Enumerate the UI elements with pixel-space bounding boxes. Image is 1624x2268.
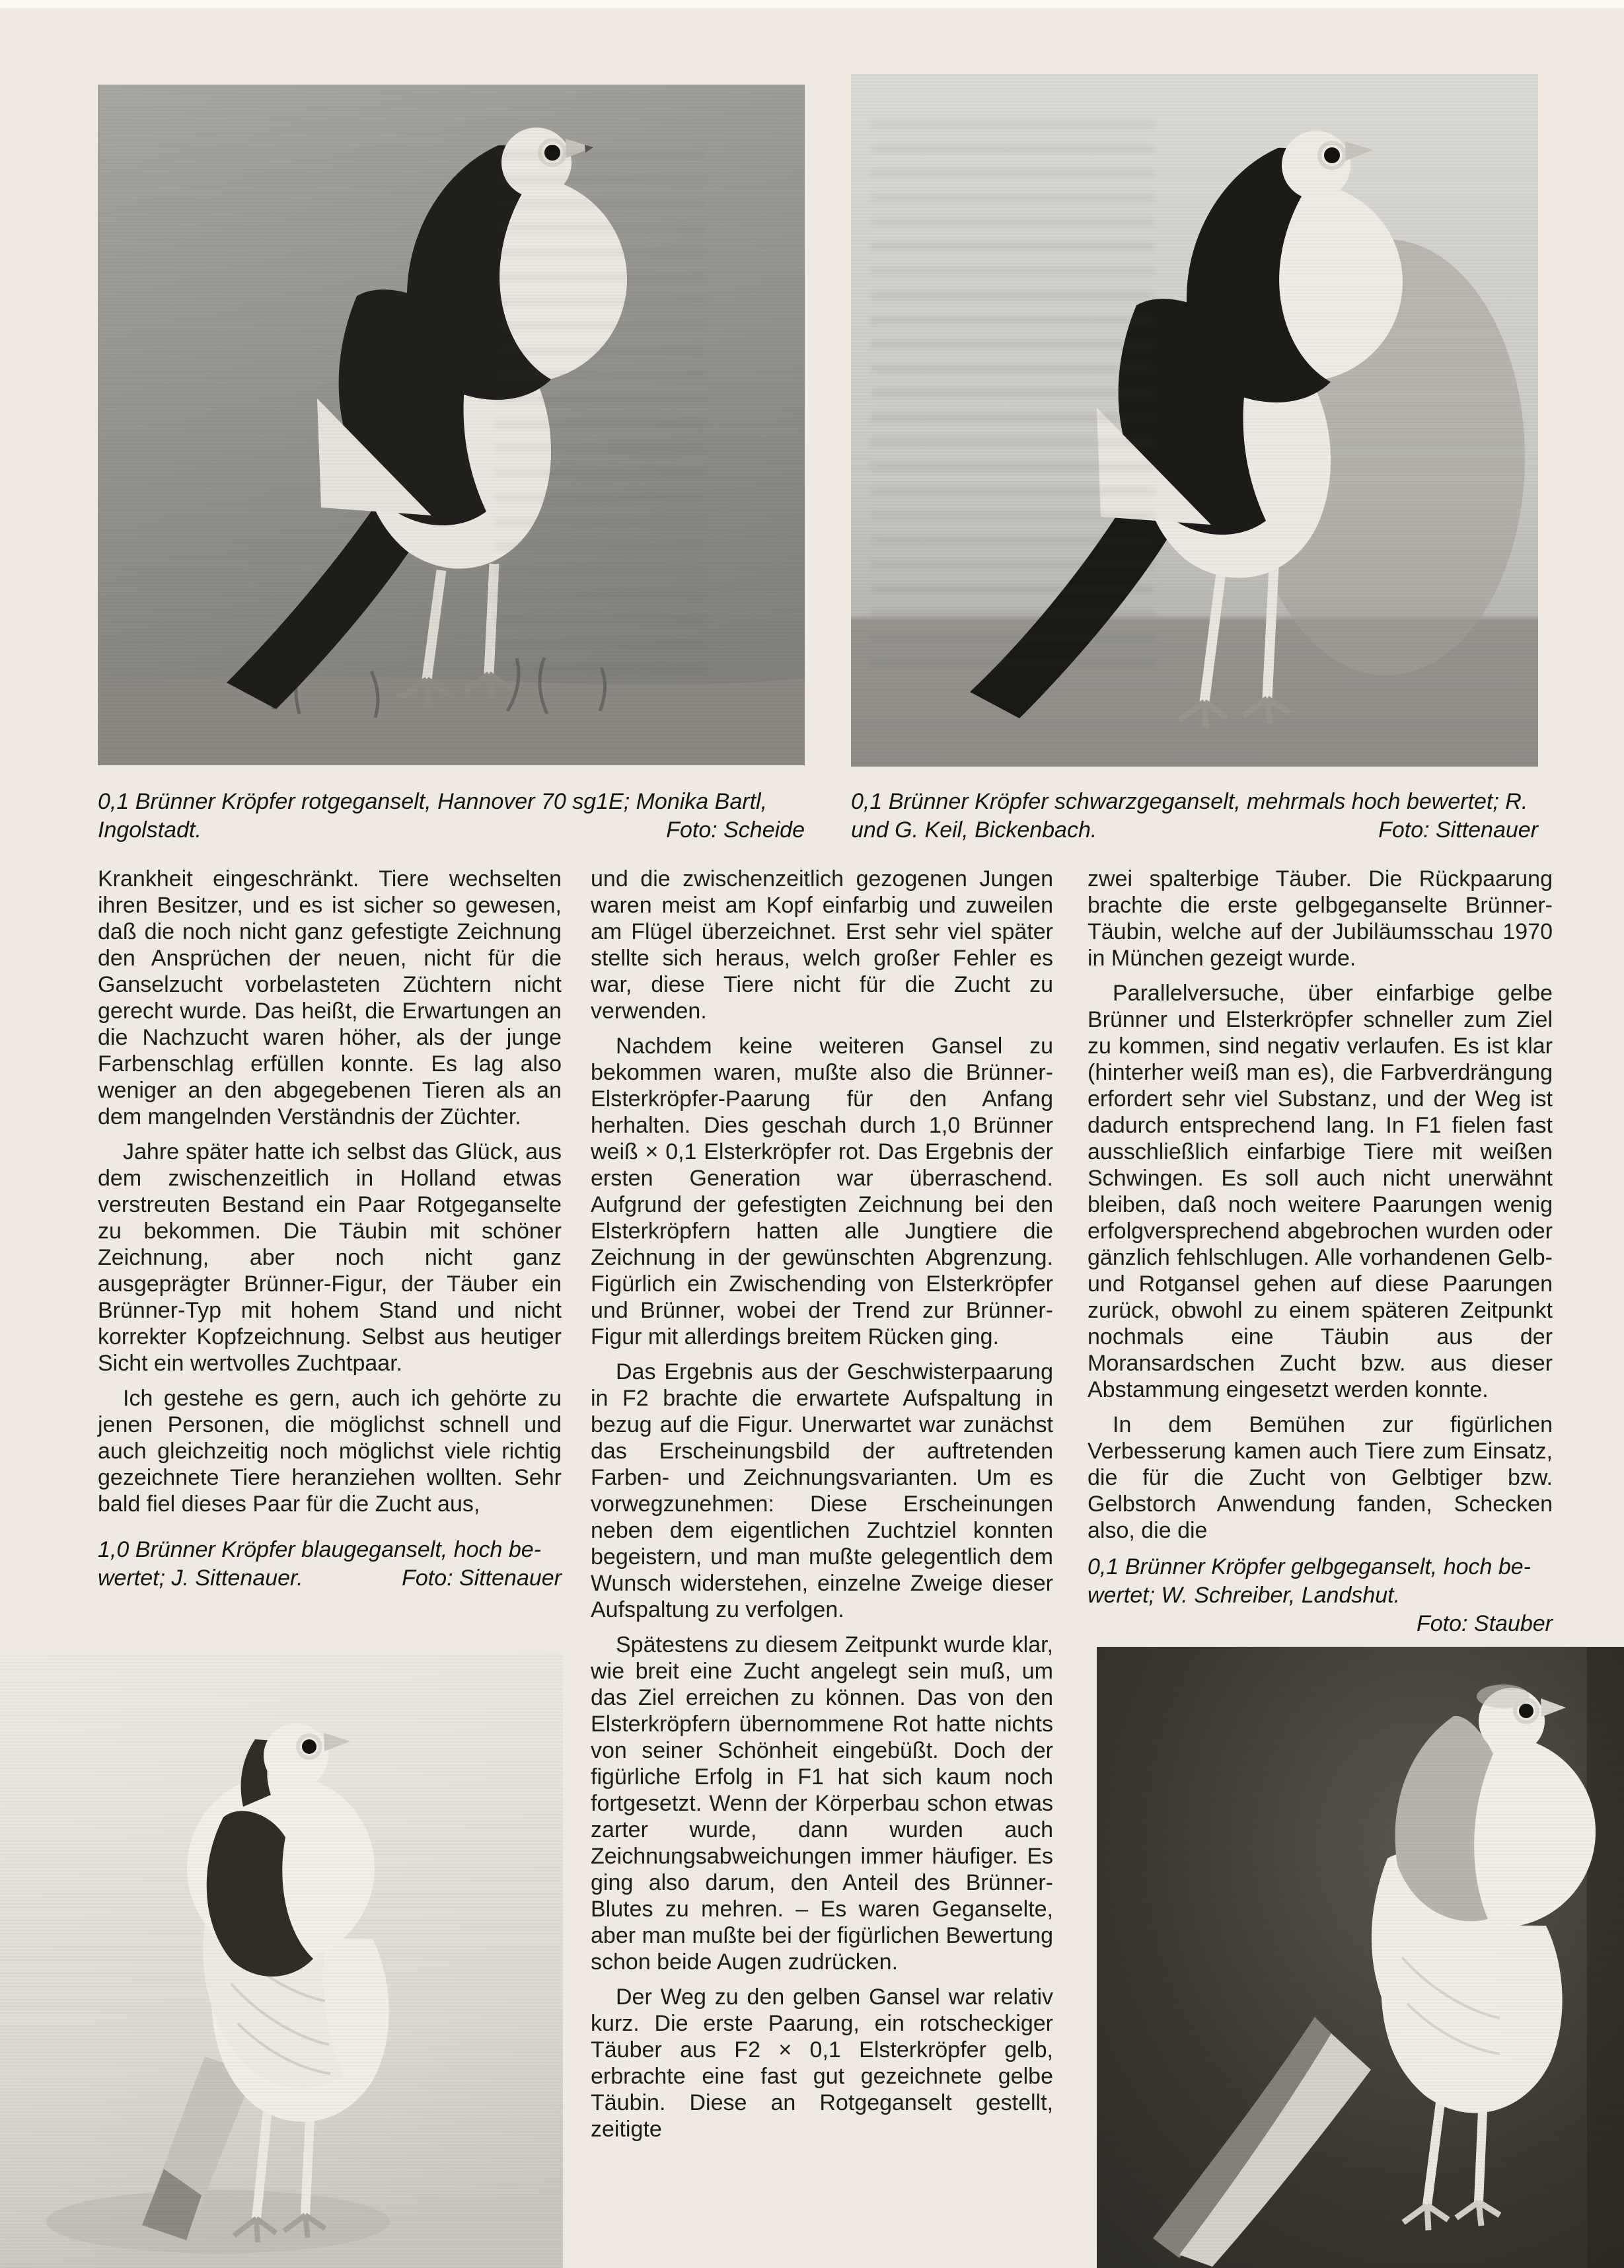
eye: [302, 1739, 316, 1754]
body-paragraph: Das Ergebnis aus der Geschwisterpaarung in F2 brachte die erwartete Aufspaltung in bezug auf die Figur. Unerwartet war zunächst das Erscheinungsbild der auftretenden Farben- und Zeichnungsvarianten. Um es vorwegzunehmen: Diese Erscheinungen neben dem eigentlichen Zuchtziel konnten begeistern, und man mußte gelegentlich dem Wunsch widerstehen, einzelne Zweige dieser Aufspaltung zu verfolgen.: [591, 1359, 1053, 1622]
page-fold-shadow: [1587, 1647, 1624, 2268]
caption-line1: 0,1 Brünner Kröpfer rotgeganselt, Hannover 70 sg1E; Monika Bartl,: [98, 789, 768, 814]
caption-bottom-right: [1088, 1553, 1553, 1638]
photo-bottom-right: [1097, 1647, 1624, 2268]
body-paragraph: zwei spalterbige Täuber. Die Rückpaarung brachte die erste gelbgeganselte Brünner-Täubin, welche auf der Jubiläumsschau 1970 in München gezeigt wurde.: [1088, 866, 1553, 971]
photo-top-right: [851, 74, 1538, 767]
pigeon-gelbgeganselt-illustration: [1097, 1647, 1624, 2268]
photo-bottom-left: [0, 1653, 563, 2268]
caption-line2: wertet; W. Schreiber, Landshut.: [1088, 1583, 1401, 1608]
caption-top-right: [851, 788, 1538, 845]
caption-line2: [851, 816, 1538, 845]
column-right: [1088, 866, 1553, 1638]
caption-bottom-left: [98, 1536, 562, 1593]
eye: [1519, 1704, 1533, 1718]
caption-owner: wertet; J. Sittenauer.: [98, 1566, 303, 1591]
caption-line2: [98, 1564, 562, 1593]
photo-credit: Foto: Sittenauer: [402, 1566, 562, 1591]
caption-top-left: [98, 788, 805, 845]
body-paragraph: und die zwischenzeitlich gezogenen Jungen waren meist am Kopf einfarbig und zuweilen am Flügel überzeichnet. Erst sehr viel später stellte sich heraus, welch großer Fehler es war, diese Tiere nicht für die Zucht zu verwenden.: [591, 866, 1053, 1024]
column-middle: [591, 866, 1053, 2151]
photo-top-left: [98, 85, 805, 765]
eye: [1324, 147, 1340, 163]
caption-line1: 0,1 Brünner Kröpfer schwarzgeganselt, mehrmals hoch bewertet; R.: [851, 789, 1528, 814]
caption-location: und G. Keil, Bickenbach.: [851, 817, 1097, 843]
photo-credit: Foto: Stauber: [1416, 1611, 1553, 1636]
caption-line1: 0,1 Brünner Kröpfer gelbgeganselt, hoch be-: [1088, 1554, 1532, 1579]
page-top-edge: [0, 0, 1624, 8]
eye: [544, 145, 560, 161]
body-paragraph: In dem Bemühen zur figürlichen Verbesserung kamen auch Tiere zum Einsatz, die für die Zucht von Gelbtiger bzw. Gelbstorch Anwendung fanden, Schecken also, die die: [1088, 1412, 1553, 1543]
photo-credit: Foto: Scheide: [666, 817, 805, 843]
body-paragraph: Ich gestehe es gern, auch ich gehörte zu jenen Personen, die möglichst schnell und auch gleichzeitig noch möglichst viele richtig gezeichnete Tiere heranziehen wollten. Sehr bald fiel dieses Paar für die Zucht aus,: [98, 1386, 562, 1517]
body-paragraph: Jahre später hatte ich selbst das Glück, aus dem zwischenzeitlich in Holland etwas verstreuten Bestand ein Paar Rotgeganselte zu bekommen. Die Täubin mit schöner Zeichnung, aber noch nicht ganz ausgeprägter Brünner-Figur, der Täuber ein Brünner-Typ mit hohem Stand und nicht korrekter Kopfzeichnung. Selbst aus heutiger Sicht ein wertvolles Zuchtpaar.: [98, 1139, 562, 1376]
pigeon-schwarzgeganselt-illustration: [851, 74, 1538, 767]
body-paragraph: Parallelversuche, über einfarbige gelbe Brünner und Elsterkröpfer schneller zum Ziel zu kommen, sind negativ verlaufen. Es ist klar (hinterher weiß man es), die Farbverdrängung erfordert sehr viel Substanz, und der Weg ist dadurch entsprechend lang. In F1 fielen fast ausschließlich einfarbige Tiere mit weißen Schwingen. Es soll auch nicht unerwähnt bleiben, daß noch weitere Paarungen wenig erfolgversprechend abgebrochen wurden oder gänzlich fehlschlugen. Alle vorhandenen Gelb- und Rotgansel gehen auf diese Paarungen zurück, obwohl zu einem späteren Zeitpunkt nochmals eine Täubin aus der Moransardschen Zucht bzw. aus dieser Abstammung eingesetzt werden konnte.: [1088, 981, 1553, 1402]
caption-line1: 1,0 Brünner Kröpfer blaugeganselt, hoch be-: [98, 1537, 542, 1562]
caption-line2: [98, 816, 805, 845]
floor-shadow: [46, 2190, 390, 2253]
column-left: [98, 866, 562, 1593]
photo-credit: Foto: Sittenauer: [1378, 817, 1538, 843]
pigeon-rotgeganselt-illustration: [98, 85, 805, 765]
body-paragraph: Krankheit eingeschränkt. Tiere wechselten ihren Besitzer, und es ist sicher so gewesen, daß die noch nicht ganz gefestigte Zeichnung den Ansprüchen der neuen, nicht für die Ganselzucht vorbelasteten Züchtern nicht gerecht wurde. Das heißt, die Erwartungen an die Nachzucht waren höher, als der junge Farbenschlag erfüllen konnte. Es lag also weniger an den abgegebenen Tieren als an dem mangelnden Verständnis der Züchter.: [98, 866, 562, 1129]
body-paragraph: Spätestens zu diesem Zeitpunkt wurde klar, wie breit eine Zucht angelegt sein muß, um das Ziel erreichen zu können. Das von den Elsterkröpfern übernommene Rot hatte nichts von seiner Schönheit eingebüßt. Doch der figürliche Erfolg in F1 hat sich kaum noch fortgesetzt. Wenn der Körperbau schon etwas zarter wurde, dann wurden auch Zeichnungsabweichungen immer häufiger. Es ging also darum, den Anteil des Brünner-Blutes zu mehren. – Es waren Geganselte, aber man mußte bei der figürlichen Bewertung schon beide Augen zudrücken.: [591, 1632, 1053, 1975]
caption-location: Ingolstadt.: [98, 817, 202, 843]
body-paragraph: Nachdem keine weiteren Gansel zu bekommen waren, mußte also die Brünner-Elsterkröpfer-Paarung für den Anfang herhalten. Dies geschah durch 1,0 Brünner weiß × 0,1 Elsterkröpfer rot. Das Ergebnis der ersten Generation war überraschend. Aufgrund der gefestigten Zeichnung bei den Elsterkröpfern hatten alle Jungtiere die Zeichnung in der gewünschten Abgrenzung. Figürlich ein Zwischending von Elsterkröpfer und Brünner, wobei der Trend zur Brünner-Figur mit allerdings breitem Rücken ging.: [591, 1034, 1053, 1349]
pigeon-blaugeganselt-illustration: [0, 1653, 563, 2268]
body-paragraph: Der Weg zu den gelben Gansel war relativ kurz. Die erste Paarung, ein rotscheckiger Täuber aus F2 × 0,1 Elsterkröpfer gelb, erbrachte eine fast gut gezeichnete gelbe Täubin. Diese an Rotgeganselt gestellt, zeitigte: [591, 1984, 1053, 2142]
